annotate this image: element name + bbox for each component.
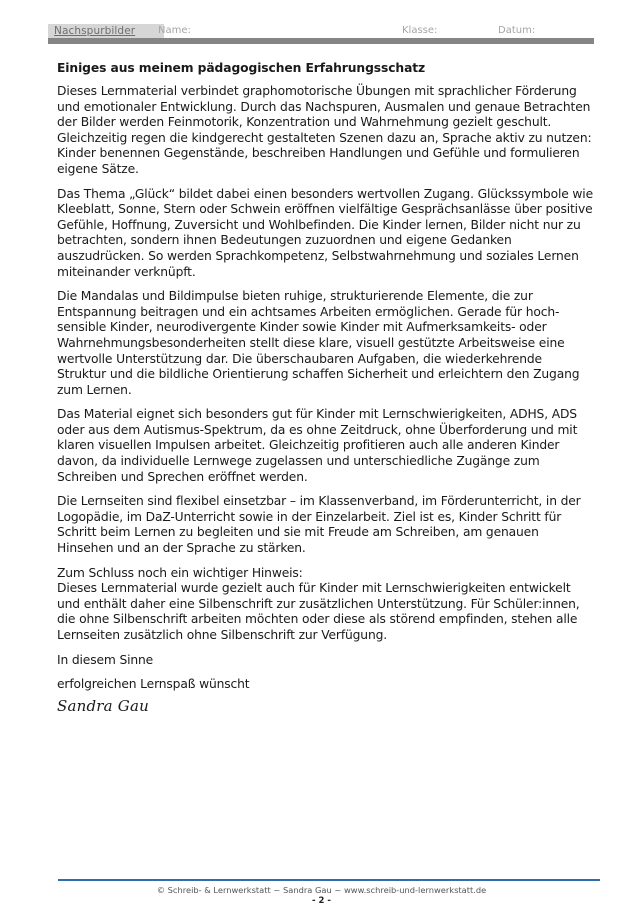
signature: Sandra Gau: [57, 696, 149, 715]
text-line: wertvolle Unterstützung dar. Die überschaubaren Aufgaben, die wiederkehrende: [57, 351, 542, 366]
text-line: und enthält daher eine Silbenschrift zur zusätzlichen Unterstützung. Für Schüler:innen,: [57, 596, 580, 611]
closing-line-2: erfolgreichen Lernspaß wünscht: [57, 677, 250, 692]
text-line: Das Material eignet sich besonders gut für Kinder mit Lernschwierigkeiten, ADHS, ADS: [57, 407, 577, 422]
footer-copyright: © Schreib- & Lernwerkstatt ~ Sandra Gau ~ www.schreib-und-lernwerkstatt.de: [156, 885, 487, 895]
paragraph-usage: [57, 494, 597, 556]
paragraph-target-group: [57, 407, 597, 485]
text-line: Lernseiten zusätzlich ohne Silbenschrift zur Verfügung.: [57, 628, 388, 642]
class-field-label: Klasse:: [402, 25, 438, 36]
text-line: Logopädie, im DaZ-Unterricht sowie in der Einzelarbeit. Ziel ist es, Kinder Schritt für: [57, 509, 562, 524]
text-line: Die Mandalas und Bildimpulse bieten ruhige, strukturierende Elemente, die zur: [57, 289, 533, 304]
worksheet-header: [48, 24, 594, 38]
text-line: eigene Sätze.: [57, 161, 139, 176]
text-line: Kinder benennen Gegenstände, beschreiben Handlungen und Gefühle und formulieren: [57, 146, 580, 161]
text-line: Gefühle, Hoffnung, Zuversicht und Wohlbefinden. Die Kinder lernen, Bilder nicht nur zu: [57, 217, 581, 232]
closing-line-1: In diesem Sinne: [57, 652, 154, 667]
paragraph-glueck: [57, 187, 597, 281]
text-line: Struktur und die bildliche Orientierung schaffen Sicherheit und erleichtern den Zugang: [57, 367, 580, 382]
document-body: [57, 60, 597, 715]
text-line: Dieses Lernmaterial verbindet graphomotorische Übungen mit sprachlicher Förderung: [57, 84, 577, 98]
page-number: - 2 -: [312, 896, 331, 906]
text-line: der Bilder werden Feinmotorik, Konzentration und Wahrnehmung gezielt geschult.: [57, 115, 552, 130]
text-line: Die Lernseiten sind flexibel einsetzbar – im Klassenverband, im Förderunterricht, in der: [57, 494, 581, 509]
paragraph-mandalas: [57, 289, 597, 398]
text-line: Zum Schluss noch ein wichtiger Hinweis:: [57, 565, 303, 580]
text-line: Schritt beim Lernen zu begleiten und sie mit Freude am Schreiben, am genauen: [57, 525, 539, 540]
date-field-label: Datum:: [498, 25, 536, 36]
text-line: Gleichzeitig regen die kindgerecht gestalteten Szenen dazu an, Sprache aktiv zu nutzen:: [57, 130, 592, 145]
text-line: Das Thema „Glück“ bildet dabei einen besonders wertvollen Zugang. Glückssymbole wie: [57, 186, 593, 201]
text-line: klaren visuellen Impulsen arbeitet. Gleichzeitig profitieren auch alle anderen Kinder: [57, 438, 560, 453]
text-line: sensible Kinder, neurodivergente Kinder sowie Kinder mit Aufmerksamkeits- oder: [57, 320, 547, 335]
text-line: auszudrücken. So werden Sprachkompetenz, Selbstwahrnehmung und soziales Lernen: [57, 248, 579, 263]
text-line: Kleeblatt, Sonne, Stern oder Schwein eröffnen vielfältige Gesprächsanlässe über positive: [57, 202, 593, 217]
footer-divider: [58, 879, 600, 881]
text-line: und emotionaler Entwicklung. Durch das Nachspuren, Ausmalen und genaue Betrachten: [57, 99, 591, 114]
text-line: Dieses Lernmaterial wurde gezielt auch für Kinder mit Lernschwierigkeiten entwickelt: [57, 581, 571, 596]
text-line: betrachten, sondern ihnen Bedeutungen zuzuordnen und eigene Gedanken: [57, 233, 512, 248]
section-heading: Einiges aus meinem pädagogischen Erfahrungsschatz: [57, 61, 426, 75]
text-line: miteinander verknüpft.: [57, 264, 196, 279]
text-line: oder aus dem Autismus-Spektrum, da es ohne Zeitdruck, ohne Überforderung und mit: [57, 422, 578, 437]
text-line: Wahrnehmungsbesonderheiten stellt diese klare, visuell gestützte Arbeitsweise eine: [57, 335, 565, 350]
text-line: Schreiben und Sprechen eröffnet werden.: [57, 469, 308, 484]
header-bar: [48, 38, 594, 44]
text-line: Entspannung beitragen und ein achtsames Arbeiten ermöglichen. Gerade für hoch-: [57, 304, 560, 319]
text-line: Hinsehen und an der Sprache zu stärken.: [57, 541, 306, 556]
text-line: davon, da individuelle Lernwege zugelassen und unterschiedliche Zugänge zum: [57, 454, 540, 469]
paragraph-intro: [57, 84, 597, 178]
text-line: zum Lernen.: [57, 382, 132, 397]
worksheet-title: Nachspurbilder: [54, 25, 136, 37]
text-line: die ohne Silbenschrift arbeiten möchten oder diese als störend empfinden, stehen alle: [57, 612, 578, 627]
name-field-label: Name:: [158, 25, 191, 36]
paragraph-note: [57, 566, 597, 644]
